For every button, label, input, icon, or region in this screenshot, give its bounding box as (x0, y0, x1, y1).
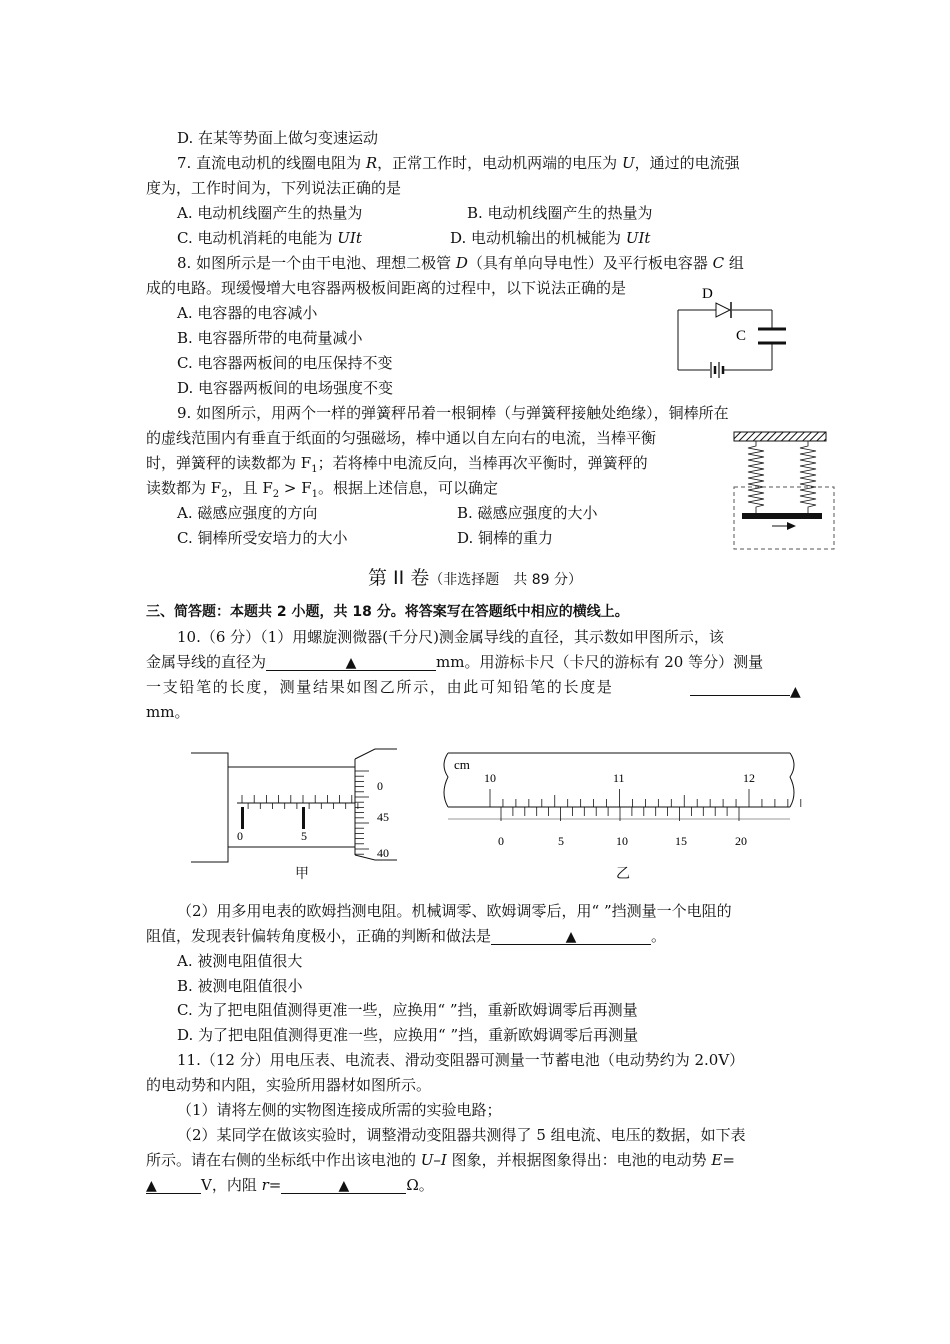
q7-option-a: A. 电动机线圈产生的热量为 (177, 204, 363, 222)
q10-option-d: D. 为了把电阻值测得更准一些，应换用“ ”挡，重新欧姆调零后再测量 (177, 1026, 639, 1044)
micrometer-main-5: 5 (301, 829, 307, 843)
q7-option-b: B. 电动机线圈产生的热量为 (467, 204, 653, 222)
q8-stem-line1: 8. 如图所示是一个由干电池、理想二极管 D（具有单向导电性）及平行板电容器 C 组 (177, 254, 744, 272)
q10-stem-line1: 10.（6 分）（1）用螺旋测微器(千分尺)测金属导线的直径，其示数如甲图所示，该 (177, 628, 724, 646)
caliper-vernier-10: 10 (616, 834, 628, 848)
right-spring-icon (800, 441, 816, 516)
q11-stem-line2: 的电动势和内阻，实验所用器材如图所示。 (146, 1076, 432, 1094)
caliper-main-scale (490, 789, 803, 807)
q8-option-a: A. 电容器的电容减小 (177, 304, 318, 322)
q9-stem-line4: 读数都为 $F_2$，且 $F_2 > F_1$。根据上述信息，可以确定 (146, 479, 499, 500)
q9-option-d: D. 铜棒的重力 (457, 529, 554, 547)
micrometer-main-scale (242, 795, 358, 809)
caliper-vernier-5: 5 (558, 834, 564, 848)
q10-part2-line2: 阻值，发现表针偏转角度极小，正确的判断和做法是 ▲ 。 (146, 927, 667, 945)
capacitor-icon (758, 329, 786, 343)
micrometer-thimble-40: 40 (377, 846, 389, 860)
q8-option-b: B. 电容器所带的电荷量减小 (177, 329, 363, 347)
q8-stem-line2: 成的电路。现缓慢增大电容器两极板间距离的过程中，以下说法正确的是 (146, 279, 627, 297)
q8-option-d: D. 电容器两板间的电场强度不变 (177, 379, 394, 397)
q7-stem-line1: 7. 直流电动机的线圈电阻为 R，正常工作时，电动机两端的电压为 U，通过的电流强 (177, 154, 740, 172)
q8-circuit-diagram (670, 282, 800, 382)
caliper-main-12: 12 (743, 771, 755, 785)
caliper-unit: cm (454, 757, 470, 772)
q10-answer-blank-length[interactable]: ▲ (690, 677, 801, 702)
caliper-vernier-15: 15 (675, 834, 687, 848)
q9-stem-line2: 的虚线范围内有垂直于纸面的匀强磁场，棒中通以自左向右的电流，当棒平衡 (146, 429, 657, 447)
q10-part2-line1: （2）用多用电表的欧姆挡测电阻。机械调零、欧姆调零后，用“ ”挡测量一个电阻的 (177, 902, 732, 920)
capacitor-label: C (736, 328, 747, 344)
q8-option-c: C. 电容器两板间的电压保持不变 (177, 354, 393, 372)
q6-option-d: D. 在某等势面上做匀变速运动 (177, 129, 379, 147)
q9-option-a: A. 磁感应强度的方向 (177, 504, 318, 522)
part2-heading (0, 563, 950, 590)
q11-stem-line5: 所示。请在右侧的坐标纸中作出该电池的 U–I 图象，并根据图象得出：电池的电动势 E= (146, 1151, 735, 1169)
micrometer-main-0: 0 (237, 829, 243, 843)
q11-stem-line1: 11.（12 分）用电压表、电流表、滑动变阻器可测量一节蓄电池（电动势约为 2.0V） (177, 1051, 745, 1069)
caliper-main-10: 10 (484, 771, 496, 785)
micrometer-thimble-scale (355, 771, 369, 854)
caliper-main-11: 11 (613, 771, 625, 785)
q10-stem-line3: 一支铅笔的长度，测量结果如图乙所示，由此可知铅笔的长度是 (146, 678, 614, 696)
diode-icon (716, 302, 731, 318)
caliper-vernier-0: 0 (498, 834, 504, 848)
q10-answer-blank-choice[interactable]: ▲ (491, 926, 651, 945)
q11-answer-blank-resistance[interactable]: ▲ (281, 1175, 406, 1194)
caliper-vernier-20: 20 (735, 834, 747, 848)
micrometer-thimble-45: 45 (377, 810, 389, 824)
q11-answer-blank-emf[interactable]: ▲ (146, 1175, 201, 1194)
q9-stem-line3: 时，弹簧秤的读数都为 $F_1$；若将棒中电流反向，当棒再次平衡时，弹簧秤的 (146, 454, 648, 475)
q7-option-c: C. 电动机消耗的电能为 UIt (177, 229, 362, 247)
q7-option-d: D. 电动机输出的机械能为 UIt (450, 229, 651, 247)
q7-stem-line2: 度为，工作时间为，下列说法正确的是 (146, 179, 402, 197)
q10-option-c: C. 为了把电阻值测得更准一些，应换用“ ”挡，重新欧姆调零后再测量 (177, 1001, 638, 1019)
q9-option-c: C. 铜棒所受安培力的大小 (177, 529, 348, 547)
ceiling-support (734, 432, 826, 441)
section3-heading: 三、简答题：本题共 2 小题，共 18 分。将答案写在答题纸中相应的横线上。 (146, 604, 629, 620)
battery-icon (711, 362, 723, 378)
current-arrow-icon (772, 522, 796, 530)
figure-label-yi: 乙 (616, 866, 630, 882)
q11-stem-line6: ▲ V，内阻 r= ▲ Ω。 (146, 1176, 434, 1194)
q9-stem-line1: 9. 如图所示，用两个一样的弹簧秤吊着一根铜棒（与弹簧秤接触处绝缘），铜棒所在 (177, 404, 729, 422)
micrometer-thimble-0: 0 (377, 779, 383, 793)
q10-option-b: B. 被测电阻值很小 (177, 977, 303, 995)
left-spring-icon (748, 441, 764, 516)
q11-stem-line4: （2）某同学在做该实验时，调整滑动变阻器共测得了 5 组电流、电压的数据，如下表 (177, 1126, 746, 1144)
q10-stem-line4: mm。 (146, 703, 190, 721)
vernier-caliper-figure (438, 745, 803, 860)
q10-option-a: A. 被测电阻值很大 (177, 952, 303, 970)
q10-stem-line2: 金属导线的直径为 ▲ mm。用游标卡尺（卡尺的游标有 20 等分）测量 (146, 653, 764, 671)
q9-spring-diagram (730, 428, 840, 553)
diode-label: D (702, 286, 713, 302)
q11-stem-line3: （1）请将左侧的实物图连接成所需的实验电路； (177, 1101, 502, 1119)
part2-title: 第 II 卷 (367, 567, 430, 589)
part2-subtitle: （非选择题 共 89 分） (429, 572, 582, 588)
q9-option-b: B. 磁感应强度的大小 (457, 504, 598, 522)
q10-answer-blank-diameter[interactable]: ▲ (266, 652, 436, 671)
copper-rod (742, 513, 822, 519)
figure-label-jia: 甲 (295, 866, 309, 882)
